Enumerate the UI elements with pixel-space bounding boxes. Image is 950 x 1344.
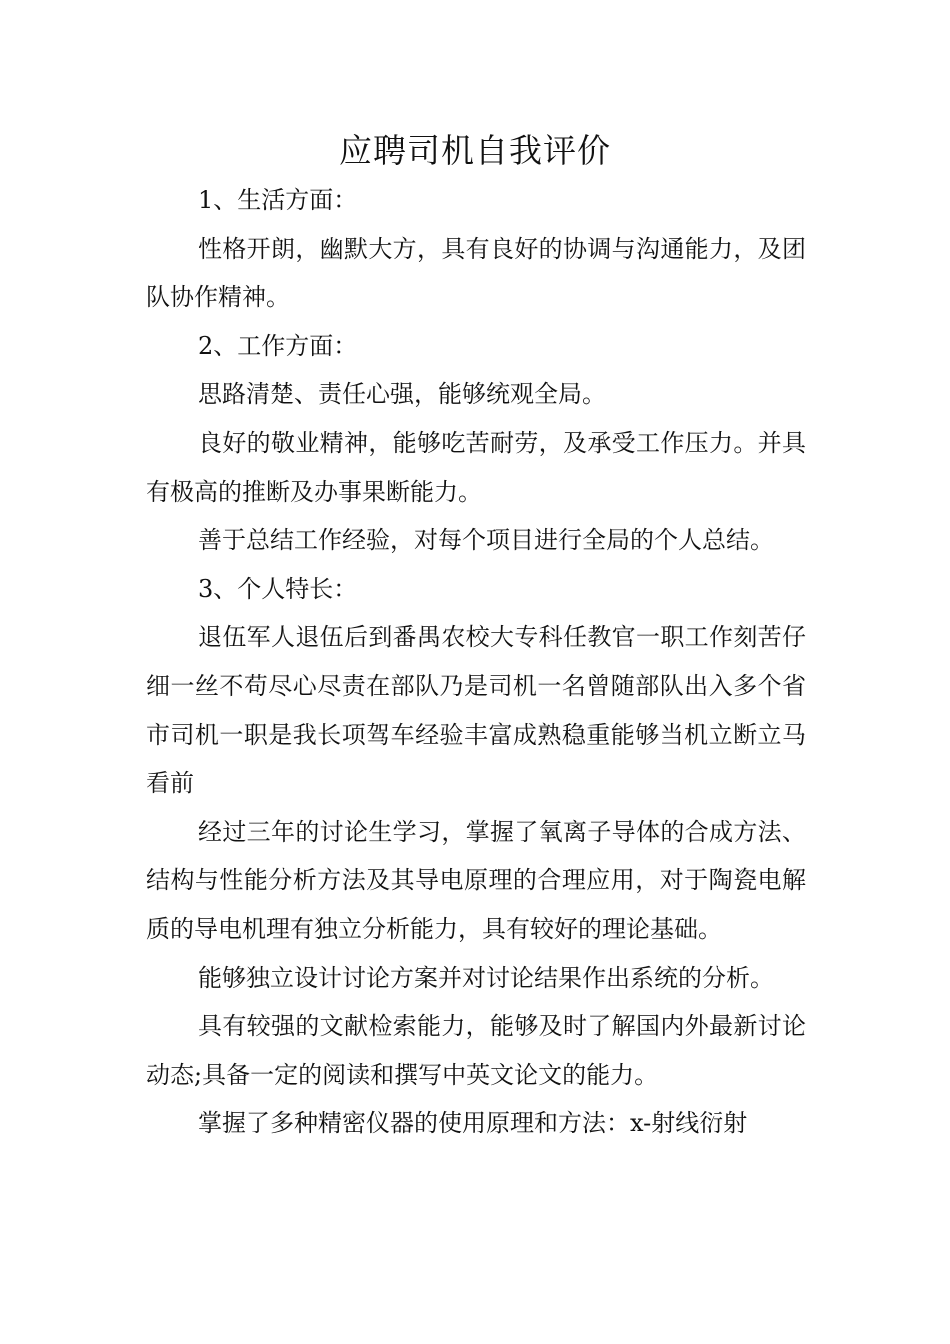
paragraph: 思路清楚、责任心强，能够统观全局。 [198,380,606,409]
paragraph: 具有较强的文献检索能力，能够及时了解国内外最新讨论动态;具备一定的阅读和撰写中英文论文的能力。 [146,1012,806,1089]
paragraph-skills-heading: 3、个人特长： [198,574,358,603]
paragraph-work-heading: 2、工作方面： [198,331,358,360]
paragraph: 良好的敬业精神，能够吃苦耐劳，及承受工作压力。并具有极高的推断及办事果断能力。 [146,428,806,506]
paragraph: 退伍军人退伍后到番禺农校大专科任教官一职工作刻苦仔细一丝不苟尽心尽责在部队乃是司机一名曾随部队出入多个省市司机一职是我长项驾车经验丰富成熟稳重能够当机立断立马看前 [146,623,806,798]
document-body [146,176,806,1148]
paragraph: 善于总结工作经验，对每个项目进行全局的个人总结。 [198,526,774,555]
paragraph-life-heading: 1、生活方面： [198,186,358,214]
paragraph: 性格开朗，幽默大方，具有良好的协调与沟通能力，及团队协作精神。 [146,234,806,312]
paragraph: 能够独立设计讨论方案并对讨论结果作出系统的分析。 [198,963,774,992]
paragraph: 掌握了多种精密仪器的使用原理和方法：x-射线衍射 [198,1109,748,1138]
paragraph: 经过三年的讨论生学习，掌握了氧离子导体的合成方法、结构与性能分析方法及其导电原理的合理应用，对于陶瓷电解质的导电机理有独立分析能力，具有较好的理论基础。 [146,817,806,943]
document-title: 应聘司机自我评价 [339,131,611,170]
